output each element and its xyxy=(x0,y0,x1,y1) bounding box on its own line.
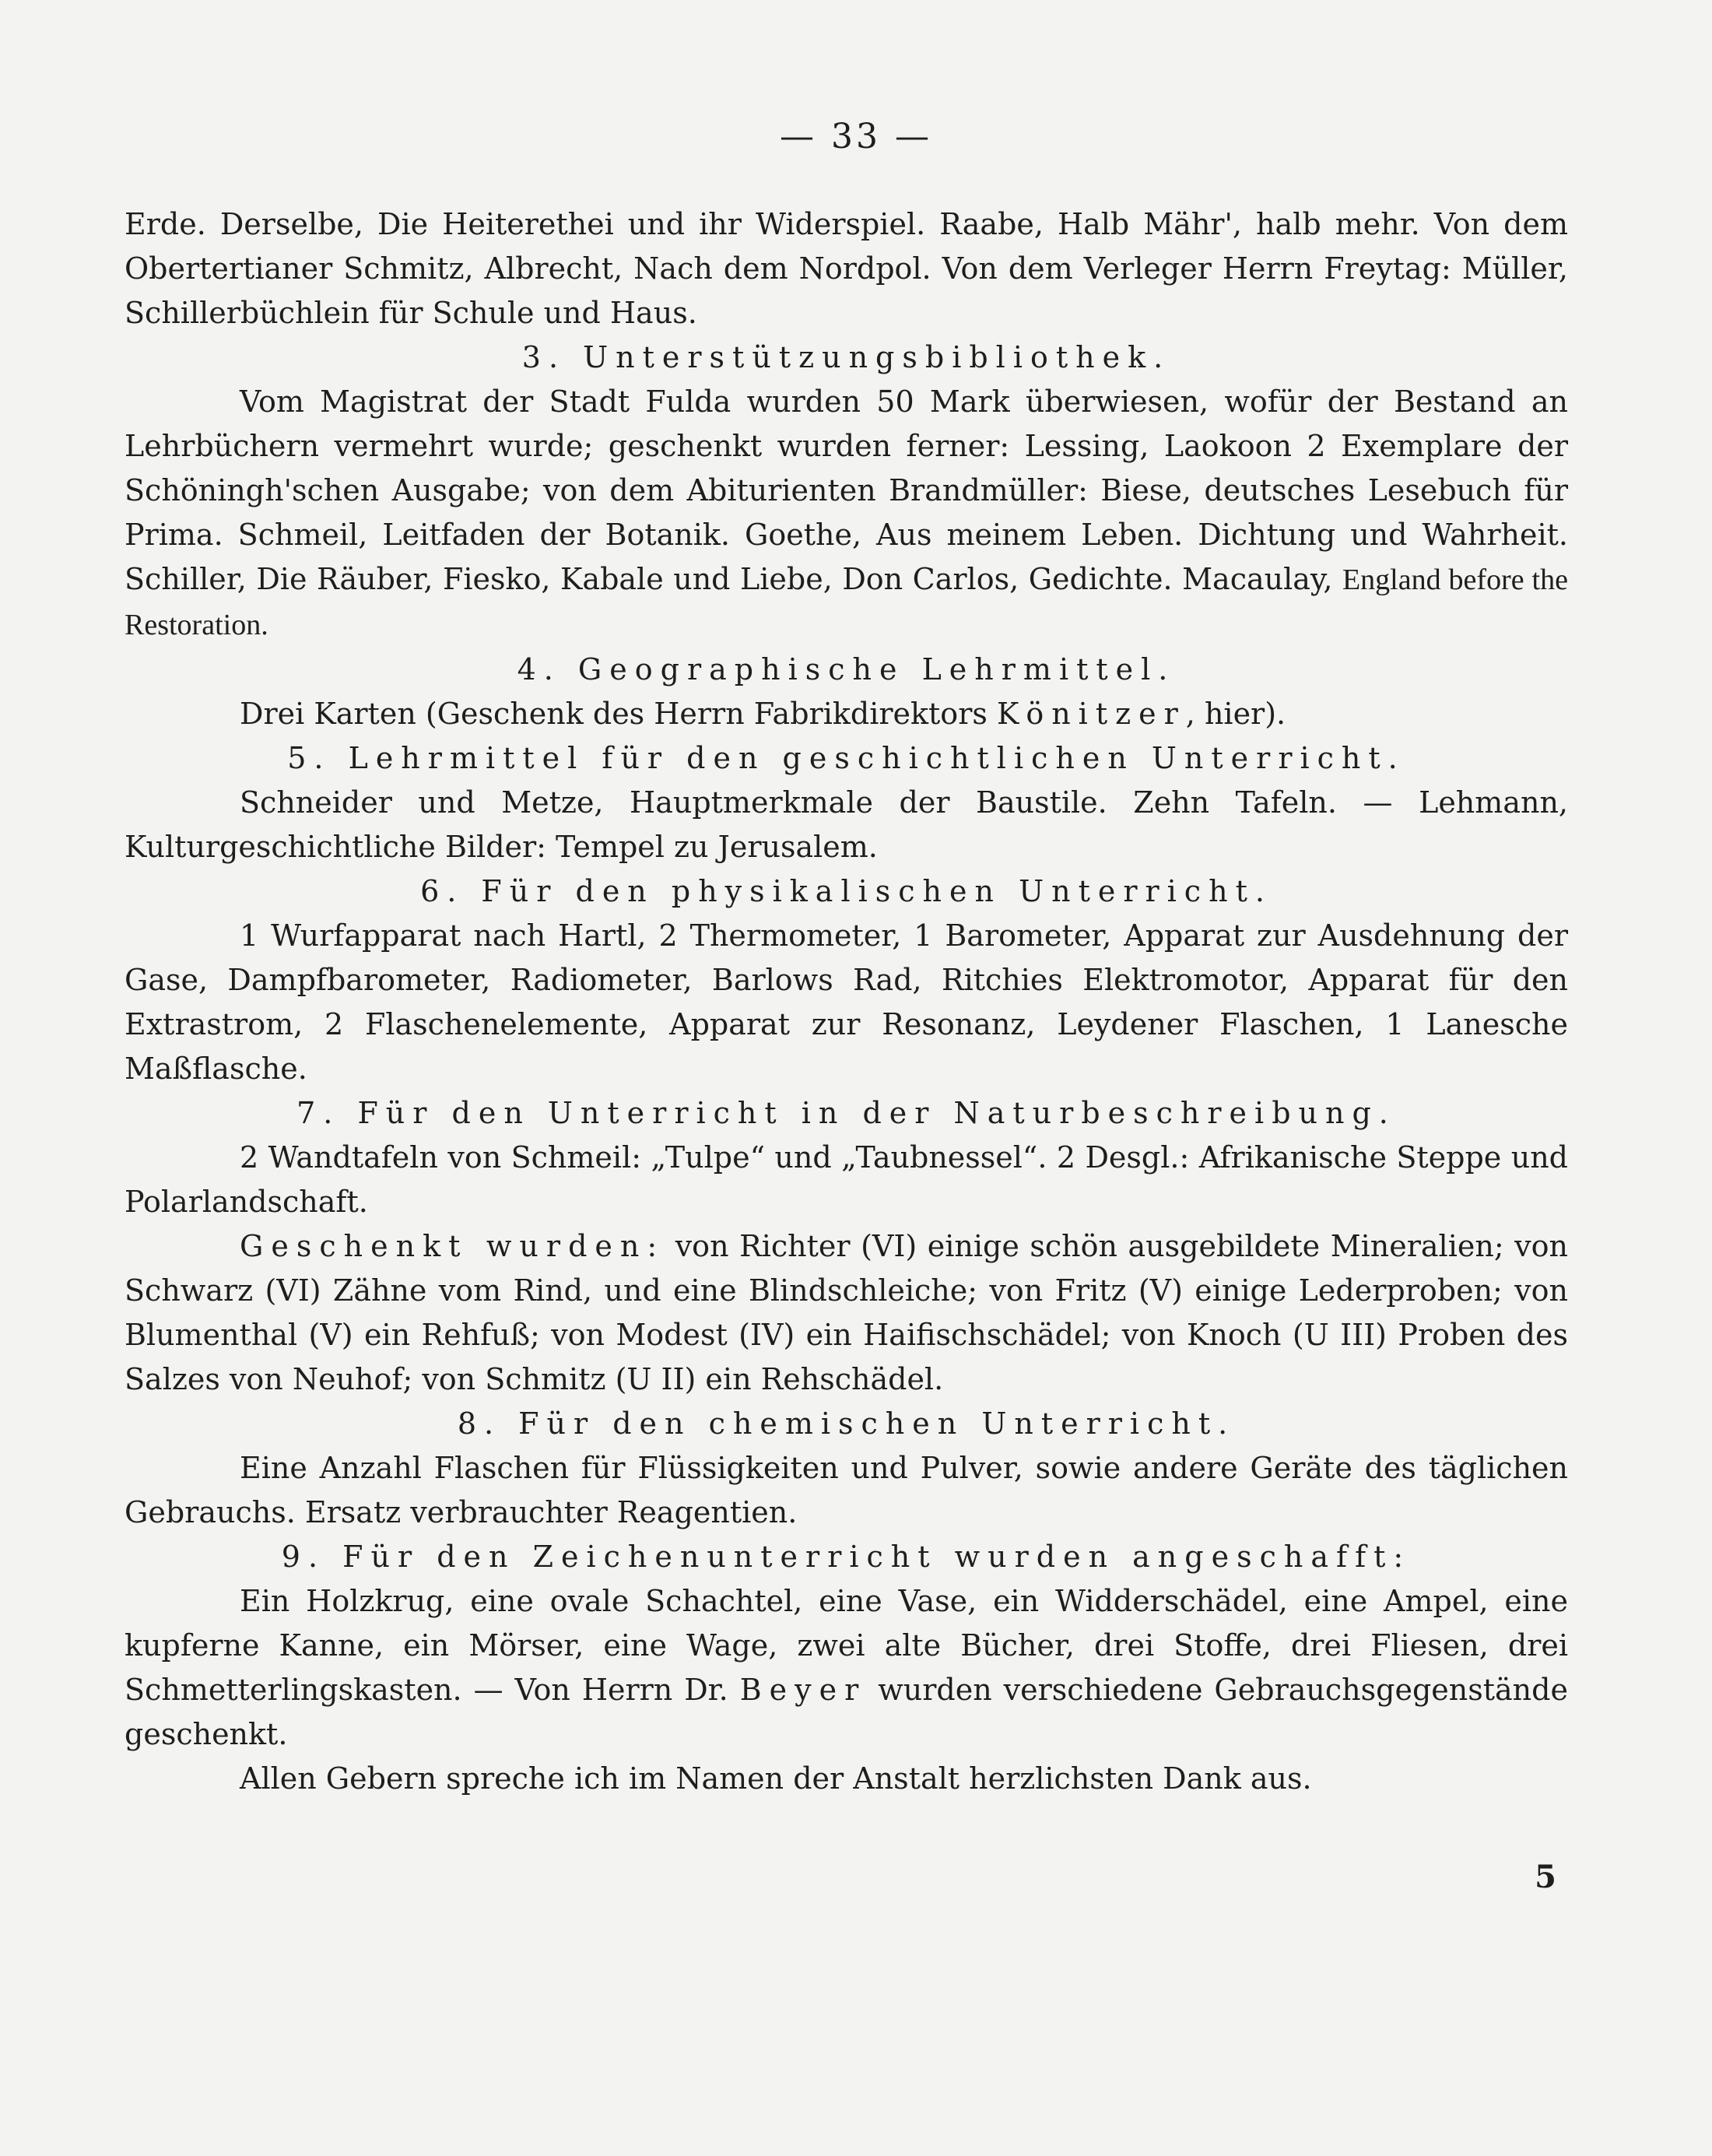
section-9-name: Beyer xyxy=(739,1673,867,1707)
signature-mark: 5 xyxy=(1535,1859,1556,1895)
section-heading-7: 7. Für den Unterricht in der Naturbeschreibung. xyxy=(296,1096,1396,1130)
paragraph-section-7: 2 Wandtafeln von Schmeil: „Tulpe“ und „Taubnessel“. 2 Desgl.: Afrikanische Steppe und Polarlandschaft. xyxy=(125,1140,1568,1219)
paragraph-section-6: 1 Wurfapparat nach Hartl, 2 Thermometer, 1 Barometer, Apparat zur Ausdehnung der Gase, Dampfbarometer, Radiometer, Barlows Rad, Ritchies Elektromotor, Apparat für den Extrastrom, 2 Flaschenelemente, Apparat zur Resonanz, Leydener Flaschen, 1 Lanesche Maßflasche. xyxy=(125,918,1568,1086)
section-heading-3: 3. Unterstützungsbibliothek. xyxy=(521,340,1171,374)
paragraph-section-4 xyxy=(125,692,1568,736)
paragraph-section-5: Schneider und Metze, Hauptmerkmale der Baustile. Zehn Tafeln. — Lehmann, Kulturgeschichtliche Bilder: Tempel zu Jerusalem. xyxy=(125,785,1568,864)
section-4-text-end: , hier). xyxy=(1185,697,1286,731)
paragraph-section-7-gifts xyxy=(125,1224,1568,1402)
section-heading-8: 8. Für den chemischen Unterricht. xyxy=(457,1406,1236,1441)
section-4-name: Könitzer xyxy=(996,697,1186,731)
section-heading-5: 5. Lehrmittel für den geschichtlichen Unterricht. xyxy=(287,741,1405,775)
section-heading-6: 6. Für den physikalischen Unterricht. xyxy=(420,874,1272,908)
section-9-text: Ein Holzkrug, eine ovale Schachtel, eine Vase, ein Widderschädel, eine Ampel, eine kupferne Kanne, ein Mörser, eine Wage, zwei alte Bücher, drei Stoffe, drei Fliesen, drei Schmetterlingskasten. — Von Herrn Dr. xyxy=(125,1584,1568,1707)
paragraph-closing: Allen Gebern spreche ich im Namen der Anstalt herzlichsten Dank aus. xyxy=(240,1761,1312,1796)
section-3-text: Vom Magistrat der Stadt Fulda wurden 50 Mark überwiesen, wofür der Bestand an Lehrbüchern vermehrt wurde; geschenkt wurden ferner: Lessing, Laokoon 2 Exemplare der Schöningh'schen Ausgabe; von dem Abiturienten Brandmüller: Biese, deutsches Lesebuch für Prima. Schmeil, Leitfaden der Botanik. Goethe, Aus meinem Leben. Dichtung und Wahrheit. Schiller, Die Räuber, Fiesko, Kabale und Liebe, Don Carlos, Gedichte. Macaulay, xyxy=(125,384,1568,596)
section-4-text: Drei Karten (Geschenk des Herrn Fabrikdirektors xyxy=(240,697,988,731)
page-number: — 33 — xyxy=(780,117,932,156)
paragraph-section-9 xyxy=(125,1579,1568,1757)
paragraph-continuation: Erde. Derselbe, Die Heiterethei und ihr Widerspiel. Raabe, Halb Mähr', halb mehr. Von dem Obertertianer Schmitz, Albrecht, Nach dem Nordpol. Von dem Verleger Herrn Freytag: Müller, Schillerbüchlein für Schule und Haus. xyxy=(125,207,1568,330)
gift-text: von Richter (VI) einige schön ausgebildete Mineralien; von Schwarz (VI) Zähne vom Rind, und eine Blindschleiche; von Fritz (V) einige Lederproben; von Blumenthal (V) ein Rehfuß; von Modest (IV) ein Haifischschädel; von Knoch (U III) Proben des Salzes von Neuhof; von Schmitz (U II) ein Rehschädel. xyxy=(125,1229,1568,1396)
paragraph-section-3 xyxy=(125,380,1568,648)
section-heading-4: 4. Geographische Lehrmittel. xyxy=(517,652,1176,686)
section-3-latin-title: England before the Restoration. xyxy=(125,564,1568,641)
section-9-text-end: wurden verschiedene Gebrauchsgegenstände geschenkt. xyxy=(125,1673,1568,1751)
paragraph-section-8: Eine Anzahl Flaschen für Flüssigkeiten und Pulver, sowie andere Geräte des täglichen Gebrauchs. Ersatz verbrauchter Reagentien. xyxy=(125,1451,1568,1529)
body-text xyxy=(125,202,1568,1801)
section-heading-9: 9. Für den Zeichenunterricht wurden angeschafft: xyxy=(281,1540,1412,1574)
gift-label: Geschenkt wurden: xyxy=(240,1229,665,1263)
